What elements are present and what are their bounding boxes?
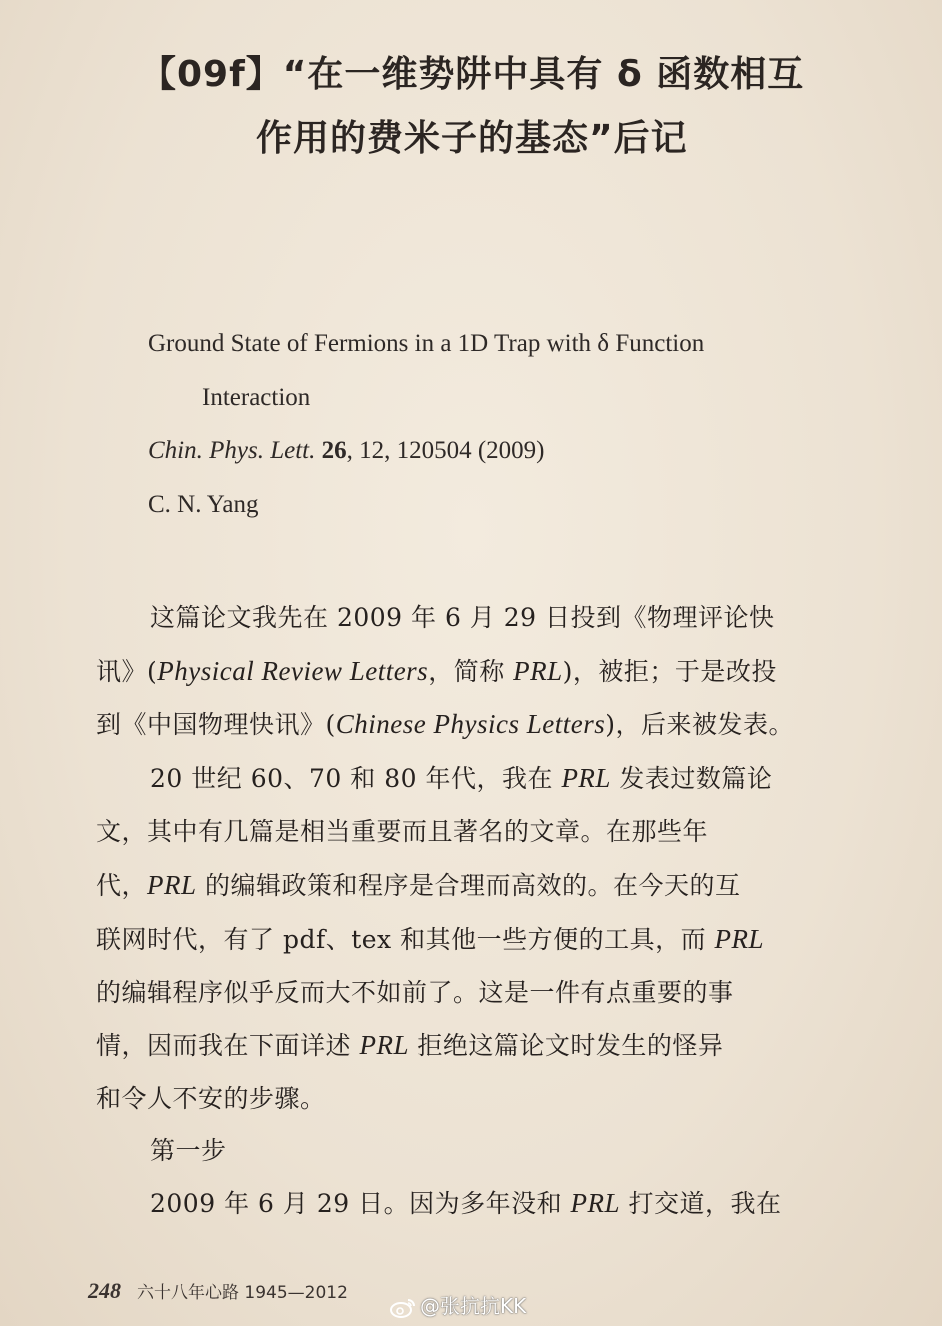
paragraph-2-line-2: 文，其中有几篇是相当重要而且著名的文章。在那些年 (96, 817, 709, 846)
reference-title-line-1: Ground State of Fermions in a 1D Trap with δ Function (148, 330, 705, 357)
paragraph-2-line-5: 的编辑程序似乎反而大不如前了。这是一件有点重要的事 (96, 978, 734, 1007)
page-number: 248 (88, 1278, 121, 1303)
paragraph-2-line-7: 和令人不安的步骤。 (96, 1084, 326, 1113)
reference-issue-pages-year: , 12, 120504 (2009) (346, 437, 545, 464)
reference-author: C. N. Yang (148, 491, 259, 518)
reference-title-line-2: Interaction (202, 384, 311, 411)
paragraph-3-line-1: 2009 年 6 月 29 日。因为多年没和 PRL 打交道，我在 (150, 1188, 782, 1218)
paragraph-2-line-6: 情，因而我在下面详述 PRL 拒绝这篇论文时发生的怪异 (96, 1030, 724, 1060)
step-heading: 第一步 (150, 1136, 227, 1165)
chapter-title-line-2: 作用的费米子的基态”后记 (256, 118, 688, 159)
weibo-icon (390, 1297, 416, 1319)
paragraph-1-line-2: 讯》(Physical Review Letters，简称 PRL)，被拒；于是改投 (96, 656, 777, 686)
reference-volume: 26 (321, 437, 347, 464)
chapter-title-line-1: 【09f】“在一维势阱中具有 δ 函数相互 (140, 54, 805, 95)
watermark (390, 1290, 526, 1319)
page-footer (88, 1278, 348, 1304)
paragraph-2-line-4: 联网时代，有了 pdf、tex 和其他一些方便的工具，而 PRL (96, 924, 765, 954)
reference-citation (148, 437, 545, 465)
reference-journal: Chin. Phys. Lett. (148, 437, 316, 464)
paragraph-2-line-3: 代，PRL 的编辑政策和程序是合理而高效的。在今天的互 (96, 870, 741, 900)
paragraph-1-line-1: 这篇论文我先在 2009 年 6 月 29 日投到《物理评论快 (150, 603, 775, 632)
paragraph-2-line-1: 20 世纪 60、70 和 80 年代，我在 PRL 发表过数篇论 (150, 763, 773, 793)
paragraph-1-line-3: 到《中国物理快讯》(Chinese Physics Letters)，后来被发表。 (96, 709, 794, 739)
watermark-text: @张抗抗KK (420, 1294, 527, 1318)
book-title: 六十八年心路 1945—2012 (137, 1283, 348, 1303)
